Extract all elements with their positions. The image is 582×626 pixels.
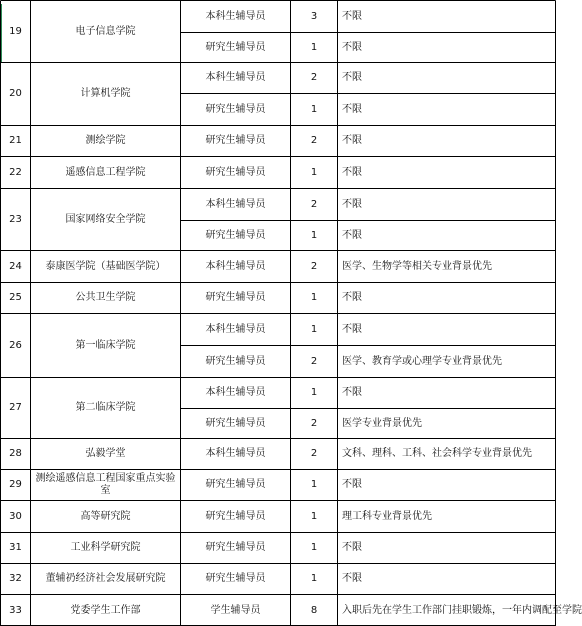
row-number: 31 — [9, 542, 22, 553]
college-name: 高等研究院 — [80, 510, 131, 522]
position-role: 研究生辅导员 — [205, 135, 266, 146]
college-name: 计算机学院 — [80, 88, 131, 99]
college-name: 国家网络安全学院 — [65, 213, 146, 225]
position-count: 2 — [310, 135, 318, 146]
position-role: 研究生辅导员 — [205, 41, 266, 53]
row-number: 26 — [9, 339, 22, 351]
position-count: 2 — [310, 198, 318, 210]
position-role: 研究生辅导员 — [205, 479, 266, 490]
college-name: 测绘遥感信息工程国家重点实验室 — [35, 473, 176, 496]
position-role: 研究生辅导员 — [205, 229, 266, 241]
position-requirement: 不限 — [342, 135, 362, 146]
position-role: 本科生辅导员 — [205, 10, 266, 22]
position-count: 1 — [310, 387, 318, 398]
position-count: 2 — [310, 448, 318, 459]
position-role: 本科生辅导员 — [205, 323, 266, 335]
position-requirement: 不限 — [342, 387, 362, 398]
position-role: 学生辅导员 — [210, 604, 261, 616]
position-count: 8 — [310, 604, 318, 616]
position-role: 研究生辅导员 — [205, 510, 266, 522]
position-role: 研究生辅导员 — [205, 292, 266, 303]
college-name: 遥感信息工程学院 — [65, 166, 146, 178]
position-count: 1 — [310, 166, 318, 178]
row-number: 27 — [9, 402, 22, 413]
position-count: 1 — [310, 229, 318, 241]
position-requirement: 不限 — [342, 229, 362, 241]
position-requirement: 不限 — [342, 198, 362, 210]
position-count: 2 — [310, 260, 318, 272]
college-name: 第二临床学院 — [75, 402, 136, 413]
position-count: 1 — [310, 510, 318, 522]
college-name: 测绘学院 — [85, 135, 126, 146]
row-number: 28 — [9, 448, 22, 459]
position-count: 2 — [310, 417, 318, 429]
position-role: 本科生辅导员 — [205, 448, 266, 459]
row-number: 19 — [9, 25, 22, 37]
position-count: 2 — [310, 355, 318, 367]
position-role: 研究生辅导员 — [205, 355, 266, 367]
row-number: 22 — [9, 166, 22, 178]
position-requirement: 不限 — [342, 41, 362, 53]
position-requirement: 医学专业背景优先 — [342, 417, 422, 429]
position-requirement: 不限 — [342, 479, 362, 490]
row-number: 23 — [9, 213, 22, 225]
position-count: 1 — [310, 41, 318, 53]
college-name: 泰康医学院（基础医学院） — [45, 260, 166, 272]
position-count: 1 — [310, 542, 318, 553]
position-requirement: 医学、教育学或心理学专业背景优先 — [342, 355, 502, 367]
position-role: 本科生辅导员 — [205, 387, 266, 398]
position-requirement: 不限 — [342, 103, 362, 115]
position-requirement: 不限 — [342, 573, 362, 584]
position-role: 研究生辅导员 — [205, 166, 266, 178]
row-number: 21 — [9, 135, 22, 146]
position-requirement: 医学、生物学等相关专业背景优先 — [342, 260, 492, 272]
position-requirement: 不限 — [342, 10, 362, 22]
college-name: 董辅礽经济社会发展研究院 — [45, 573, 166, 584]
college-name: 工业科学研究院 — [70, 542, 141, 553]
row-number: 25 — [9, 292, 22, 303]
row-number: 32 — [9, 573, 22, 584]
row-number: 29 — [9, 479, 22, 490]
position-role: 研究生辅导员 — [205, 103, 266, 115]
position-requirement: 理工科专业背景优先 — [342, 510, 432, 522]
position-count: 1 — [310, 573, 318, 584]
position-requirement: 不限 — [342, 542, 362, 553]
college-name: 党委学生工作部 — [70, 604, 141, 616]
position-requirement: 文科、理科、工科、社会科学专业背景优先 — [342, 448, 532, 459]
position-requirement: 不限 — [342, 292, 362, 303]
position-role: 本科生辅导员 — [205, 198, 266, 210]
position-count: 1 — [310, 479, 318, 490]
position-role: 研究生辅导员 — [205, 542, 266, 553]
row-number: 30 — [9, 510, 22, 522]
position-requirement: 入职后先在学生工作部门挂职锻炼，一年内调配至学院 — [342, 604, 582, 616]
position-count: 1 — [310, 292, 318, 303]
position-count: 1 — [310, 323, 318, 335]
position-count: 3 — [310, 10, 318, 22]
position-requirement: 不限 — [342, 72, 362, 83]
position-role: 本科生辅导员 — [205, 72, 266, 83]
position-role: 本科生辅导员 — [205, 260, 266, 272]
position-role: 研究生辅导员 — [205, 573, 266, 584]
row-number: 24 — [9, 260, 22, 272]
position-requirement: 不限 — [342, 323, 362, 335]
row-number: 33 — [9, 604, 22, 616]
position-count: 1 — [310, 103, 318, 115]
college-name: 公共卫生学院 — [75, 292, 136, 303]
position-requirement: 不限 — [342, 166, 362, 178]
row-number: 20 — [9, 88, 22, 99]
position-count: 2 — [310, 72, 318, 83]
college-name: 电子信息学院 — [75, 25, 136, 37]
position-role: 研究生辅导员 — [205, 417, 266, 429]
college-name: 第一临床学院 — [75, 339, 136, 351]
college-name: 弘毅学堂 — [85, 448, 126, 459]
